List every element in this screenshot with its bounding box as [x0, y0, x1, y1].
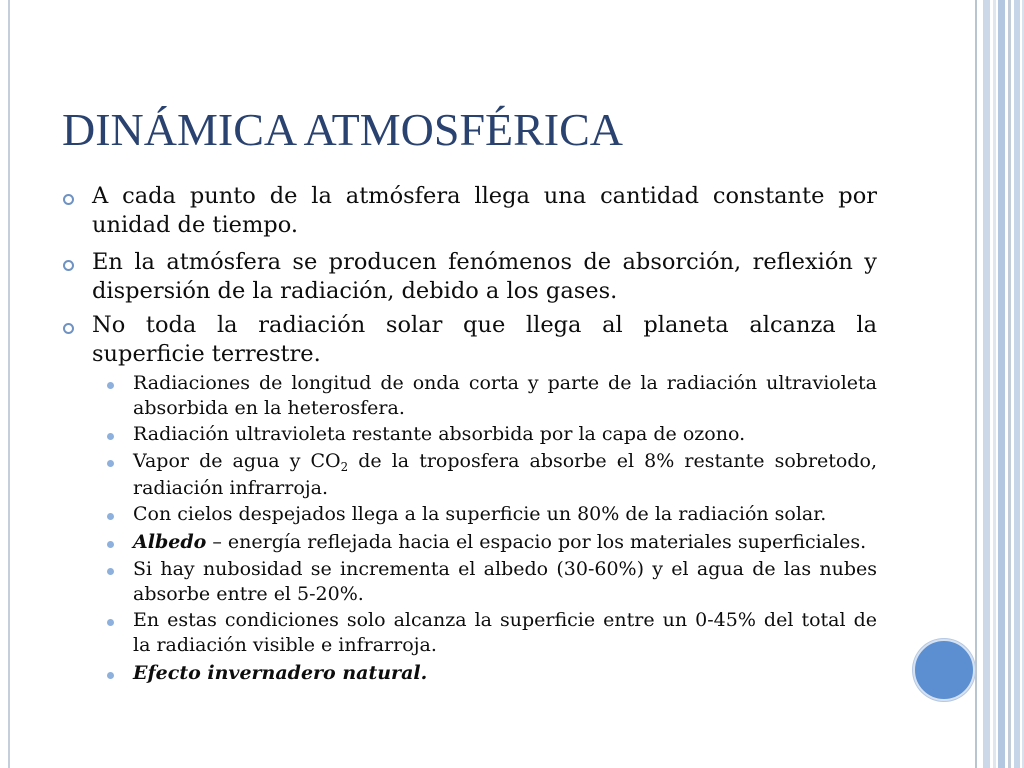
sub-bullet-text-line — [133, 449, 877, 476]
sub-bullet-text-line: Efecto invernadero natural. — [133, 662, 428, 684]
filled-dot-bullet-icon — [107, 541, 114, 548]
sub-bullet-text-line: Radiaciones de longitud de onda corta y parte de la radiación ultravioleta — [133, 372, 877, 394]
bullet-text-line: No toda la radiación solar que llega al planeta alcanza la — [92, 312, 877, 338]
hollow-circle-bullet-icon — [63, 260, 74, 271]
sub-bullet-item — [133, 661, 877, 686]
sub-bullet-text-line: Radiación ultravioleta restante absorbida por la capa de ozono. — [133, 423, 746, 445]
filled-dot-bullet-icon — [107, 382, 114, 389]
sub-bullet-text-line — [133, 530, 877, 555]
sub-bullet-text-line: Si hay nubosidad se incrementa el albedo (30-60%) y el agua de las nubes — [133, 558, 877, 580]
sub-bullet-item — [133, 449, 877, 500]
sub-bullet-text-line: radiación infrarroja. — [133, 476, 329, 499]
sub-bullet-text-line: absorbe entre el 5-20%. — [133, 582, 364, 605]
text-segment: de la troposfera absorbe el 8% restante sobretodo, — [358, 450, 878, 472]
sub-bullet-text-line: absorbida en la heterosfera. — [133, 396, 405, 419]
sub-bullet-text-line: la radiación visible e infrarroja. — [133, 633, 437, 656]
bullet-item — [92, 182, 877, 239]
bullet-text-line: superficie terrestre. — [92, 340, 321, 367]
bullet-text-line: unidad de tiempo. — [92, 211, 299, 238]
bullet-text-line: A cada punto de la atmósfera llega una cantidad constante por — [92, 183, 877, 209]
hollow-circle-bullet-icon — [63, 194, 74, 205]
bullet-text-line: En la atmósfera se producen fenómenos de absorción, reflexión y — [92, 249, 877, 275]
bullet-text-line: dispersión de la radiación, debido a los gases. — [92, 277, 618, 304]
sub-bullet-item — [133, 530, 877, 555]
hollow-circle-bullet-icon — [63, 323, 74, 334]
decorative-circle — [913, 639, 975, 701]
text-segment: Vapor de agua y CO — [133, 450, 341, 472]
left-frame-line — [8, 0, 10, 768]
filled-dot-bullet-icon — [107, 568, 114, 575]
slide-title: DINÁMICA ATMOSFÉRICA — [62, 104, 624, 155]
bullet-item — [92, 248, 877, 305]
filled-dot-bullet-icon — [107, 513, 114, 520]
decorative-stripe — [993, 0, 996, 768]
sub-bullet-item — [133, 422, 877, 447]
decorative-stripe — [1008, 0, 1011, 768]
filled-dot-bullet-icon — [107, 460, 114, 467]
decorative-stripe — [998, 0, 1005, 768]
subscript: 2 — [340, 459, 349, 474]
albedo-definition: – energía reflejada hacia el espacio por los materiales superficiales. — [212, 531, 867, 553]
filled-dot-bullet-icon — [107, 433, 114, 440]
sub-bullet-text-line: En estas condiciones solo alcanza la superficie entre un 0-45% del total de — [133, 609, 877, 631]
sub-bullet-item — [133, 557, 877, 606]
sub-bullet-item — [133, 371, 877, 420]
filled-dot-bullet-icon — [107, 619, 114, 626]
sub-bullet-text-line: Con cielos despejados llega a la superficie un 80% de la radiación solar. — [133, 503, 827, 525]
sub-bullet-item — [133, 502, 877, 527]
sub-bullet-item — [133, 608, 877, 657]
decorative-stripe — [1014, 0, 1020, 768]
bullet-item — [92, 311, 877, 368]
albedo-term: Albedo — [133, 531, 207, 553]
decorative-stripe — [983, 0, 990, 768]
filled-dot-bullet-icon — [107, 672, 114, 679]
decorative-stripe — [975, 0, 977, 768]
